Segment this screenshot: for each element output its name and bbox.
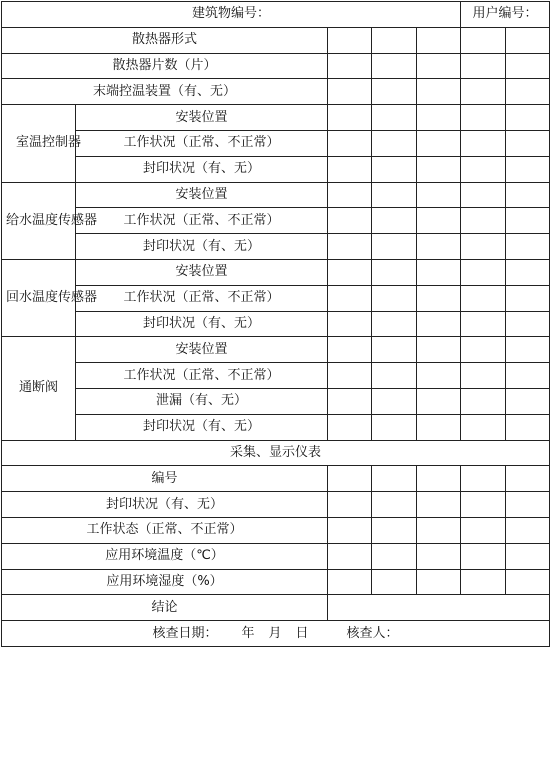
entry-cell[interactable] — [417, 569, 461, 595]
install-position-label: 安装位置 — [76, 337, 328, 363]
instrument-work-label: 工作状态（正常、不正常） — [2, 517, 328, 543]
entry-cell[interactable] — [461, 569, 506, 595]
entry-cell[interactable] — [461, 311, 506, 337]
entry-cell[interactable] — [506, 311, 550, 337]
valve-group-label: 通断阀 — [2, 337, 76, 440]
work-status-label: 工作状况（正常、不正常） — [76, 285, 328, 311]
serial-no-label: 编号 — [2, 466, 328, 492]
supply-sensor-seal-row — [2, 234, 550, 260]
entry-cell[interactable] — [372, 105, 417, 131]
user-no-label: 用户编号： — [472, 6, 538, 22]
work-status-label: 工作状况（正常、不正常） — [76, 363, 328, 389]
entry-cell[interactable] — [372, 53, 417, 79]
entry-cell[interactable] — [506, 182, 550, 208]
return-sensor-group-label: 回水温度传感器 — [2, 259, 76, 336]
entry-cell[interactable] — [461, 156, 506, 182]
entry-cell[interactable] — [417, 363, 461, 389]
entry-cell[interactable] — [461, 105, 506, 131]
entry-cell[interactable] — [328, 311, 372, 337]
entry-cell[interactable] — [328, 27, 372, 53]
entry-cell[interactable] — [461, 285, 506, 311]
entry-cell[interactable] — [461, 234, 506, 260]
entry-cell[interactable] — [461, 27, 506, 53]
entry-cell[interactable] — [506, 130, 550, 156]
entry-cell[interactable] — [372, 182, 417, 208]
entry-cell[interactable] — [328, 285, 372, 311]
entry-cell[interactable] — [461, 466, 506, 492]
entry-cell[interactable] — [328, 388, 372, 414]
entry-cell[interactable] — [461, 79, 506, 105]
return-sensor-seal-row — [2, 311, 550, 337]
entry-cell[interactable] — [417, 105, 461, 131]
check-date-label: 核查日期： — [152, 625, 218, 641]
seal-status-label: 封印状况（有、无） — [76, 414, 328, 440]
entry-cell[interactable] — [328, 492, 372, 518]
entry-cell[interactable] — [417, 414, 461, 440]
entry-cell[interactable] — [372, 569, 417, 595]
entry-cell[interactable] — [372, 466, 417, 492]
footer-cell — [2, 621, 550, 647]
entry-cell[interactable] — [372, 79, 417, 105]
entry-cell[interactable] — [372, 414, 417, 440]
entry-cell[interactable] — [372, 27, 417, 53]
ambient-temp-label: 应用环境温度（℃） — [2, 543, 328, 569]
entry-cell[interactable] — [506, 53, 550, 79]
year-label: 年 — [241, 625, 255, 641]
entry-cell[interactable] — [461, 517, 506, 543]
header-row — [2, 2, 550, 28]
entry-cell[interactable] — [328, 363, 372, 389]
leakage-label: 泄漏（有、无） — [76, 388, 328, 414]
entry-cell[interactable] — [461, 53, 506, 79]
footer-row — [2, 621, 550, 647]
entry-cell[interactable] — [461, 414, 506, 440]
entry-cell[interactable] — [506, 388, 550, 414]
inspection-form — [1, 1, 549, 772]
building-no-label: 建筑物编号： — [192, 6, 271, 22]
entry-cell[interactable] — [372, 311, 417, 337]
entry-cell[interactable] — [328, 466, 372, 492]
entry-cell[interactable] — [506, 337, 550, 363]
instrument-work-row — [2, 517, 550, 543]
entry-cell[interactable] — [417, 492, 461, 518]
entry-cell[interactable] — [417, 156, 461, 182]
instrument-seal-row — [2, 492, 550, 518]
entry-cell[interactable] — [417, 208, 461, 234]
month-label: 月 — [268, 625, 282, 641]
entry-cell[interactable] — [328, 414, 372, 440]
supply-sensor-group-label: 给水温度传感器 — [2, 182, 76, 259]
radiator-type-label: 散热器形式 — [2, 27, 328, 53]
entry-cell[interactable] — [506, 517, 550, 543]
valve-seal-row — [2, 414, 550, 440]
return-sensor-install-row — [2, 259, 550, 285]
entry-cell[interactable] — [372, 492, 417, 518]
radiator-type-row — [2, 27, 550, 53]
entry-cell[interactable] — [417, 259, 461, 285]
entry-cell[interactable] — [506, 466, 550, 492]
entry-cell[interactable] — [372, 543, 417, 569]
entry-cell[interactable] — [417, 182, 461, 208]
room-controller-work-row — [2, 130, 550, 156]
checker-label: 核查人： — [346, 625, 399, 641]
valve-leak-row — [2, 388, 550, 414]
entry-cell[interactable] — [506, 259, 550, 285]
work-status-label: 工作状况（正常、不正常） — [76, 130, 328, 156]
install-position-label: 安装位置 — [76, 259, 328, 285]
instrument-section-title: 采集、显示仪表 — [2, 440, 550, 466]
entry-cell[interactable] — [461, 543, 506, 569]
entry-cell[interactable] — [461, 337, 506, 363]
room-controller-seal-row — [2, 156, 550, 182]
entry-cell[interactable] — [372, 156, 417, 182]
entry-cell[interactable] — [417, 517, 461, 543]
entry-cell[interactable] — [506, 105, 550, 131]
entry-cell[interactable] — [372, 363, 417, 389]
entry-cell[interactable] — [506, 543, 550, 569]
entry-cell[interactable] — [461, 182, 506, 208]
user-no-cell[interactable] — [461, 2, 550, 28]
entry-cell[interactable] — [417, 337, 461, 363]
entry-cell[interactable] — [372, 234, 417, 260]
terminal-control-row — [2, 79, 550, 105]
instrument-serial-row — [2, 466, 550, 492]
entry-cell[interactable] — [417, 388, 461, 414]
entry-cell[interactable] — [328, 130, 372, 156]
entry-cell[interactable] — [328, 53, 372, 79]
entry-cell[interactable] — [506, 234, 550, 260]
conclusion-label: 结论 — [2, 595, 328, 621]
install-position-label: 安装位置 — [76, 105, 328, 131]
entry-cell[interactable] — [328, 517, 372, 543]
entry-cell[interactable] — [506, 414, 550, 440]
instrument-temp-row — [2, 543, 550, 569]
entry-cell[interactable] — [506, 492, 550, 518]
entry-cell[interactable] — [506, 285, 550, 311]
work-status-label: 工作状况（正常、不正常） — [76, 208, 328, 234]
entry-cell[interactable] — [372, 388, 417, 414]
entry-cell[interactable] — [461, 492, 506, 518]
entry-cell[interactable] — [328, 337, 372, 363]
entry-cell[interactable] — [328, 156, 372, 182]
entry-cell[interactable] — [417, 53, 461, 79]
entry-cell[interactable] — [328, 208, 372, 234]
seal-status-label: 封印状况（有、无） — [76, 156, 328, 182]
entry-cell[interactable] — [461, 259, 506, 285]
entry-cell[interactable] — [417, 79, 461, 105]
entry-cell[interactable] — [461, 388, 506, 414]
entry-cell[interactable] — [328, 569, 372, 595]
entry-cell[interactable] — [417, 234, 461, 260]
radiator-count-label: 散热器片数（片） — [2, 53, 328, 79]
entry-cell[interactable] — [461, 208, 506, 234]
entry-cell[interactable] — [328, 543, 372, 569]
room-controller-group-label: 室温控制器 — [2, 105, 76, 182]
entry-cell[interactable] — [372, 208, 417, 234]
building-no-cell[interactable] — [2, 2, 461, 28]
entry-cell[interactable] — [328, 79, 372, 105]
conclusion-row — [2, 595, 550, 621]
entry-cell[interactable] — [417, 285, 461, 311]
valve-work-row — [2, 363, 550, 389]
ambient-humidity-label: 应用环境湿度（%） — [2, 569, 328, 595]
entry-cell[interactable] — [417, 543, 461, 569]
entry-cell[interactable] — [372, 130, 417, 156]
entry-cell[interactable] — [372, 337, 417, 363]
entry-cell[interactable] — [372, 517, 417, 543]
entry-cell[interactable] — [328, 259, 372, 285]
entry-cell[interactable] — [506, 569, 550, 595]
room-controller-install-row — [2, 105, 550, 131]
terminal-control-label: 末端控温装置（有、无） — [2, 79, 328, 105]
entry-cell[interactable] — [372, 285, 417, 311]
day-label: 日 — [295, 625, 309, 641]
entry-cell[interactable] — [461, 130, 506, 156]
instrument-humidity-row — [2, 569, 550, 595]
entry-cell[interactable] — [506, 363, 550, 389]
install-position-label: 安装位置 — [76, 182, 328, 208]
entry-cell[interactable] — [506, 156, 550, 182]
inspection-table — [1, 1, 550, 647]
instrument-title-row — [2, 440, 550, 466]
entry-cell[interactable] — [328, 105, 372, 131]
seal-status-label: 封印状况（有、无） — [76, 311, 328, 337]
entry-cell[interactable] — [328, 234, 372, 260]
valve-install-row — [2, 337, 550, 363]
radiator-count-row — [2, 53, 550, 79]
instrument-seal-label: 封印状况（有、无） — [2, 492, 328, 518]
entry-cell[interactable] — [417, 466, 461, 492]
entry-cell[interactable] — [417, 311, 461, 337]
entry-cell[interactable] — [372, 259, 417, 285]
seal-status-label: 封印状况（有、无） — [76, 234, 328, 260]
entry-cell[interactable] — [417, 130, 461, 156]
entry-cell[interactable] — [506, 27, 550, 53]
entry-cell[interactable] — [506, 208, 550, 234]
supply-sensor-install-row — [2, 182, 550, 208]
conclusion-field[interactable] — [328, 595, 550, 621]
entry-cell[interactable] — [328, 182, 372, 208]
entry-cell[interactable] — [461, 363, 506, 389]
entry-cell[interactable] — [506, 79, 550, 105]
entry-cell[interactable] — [417, 27, 461, 53]
